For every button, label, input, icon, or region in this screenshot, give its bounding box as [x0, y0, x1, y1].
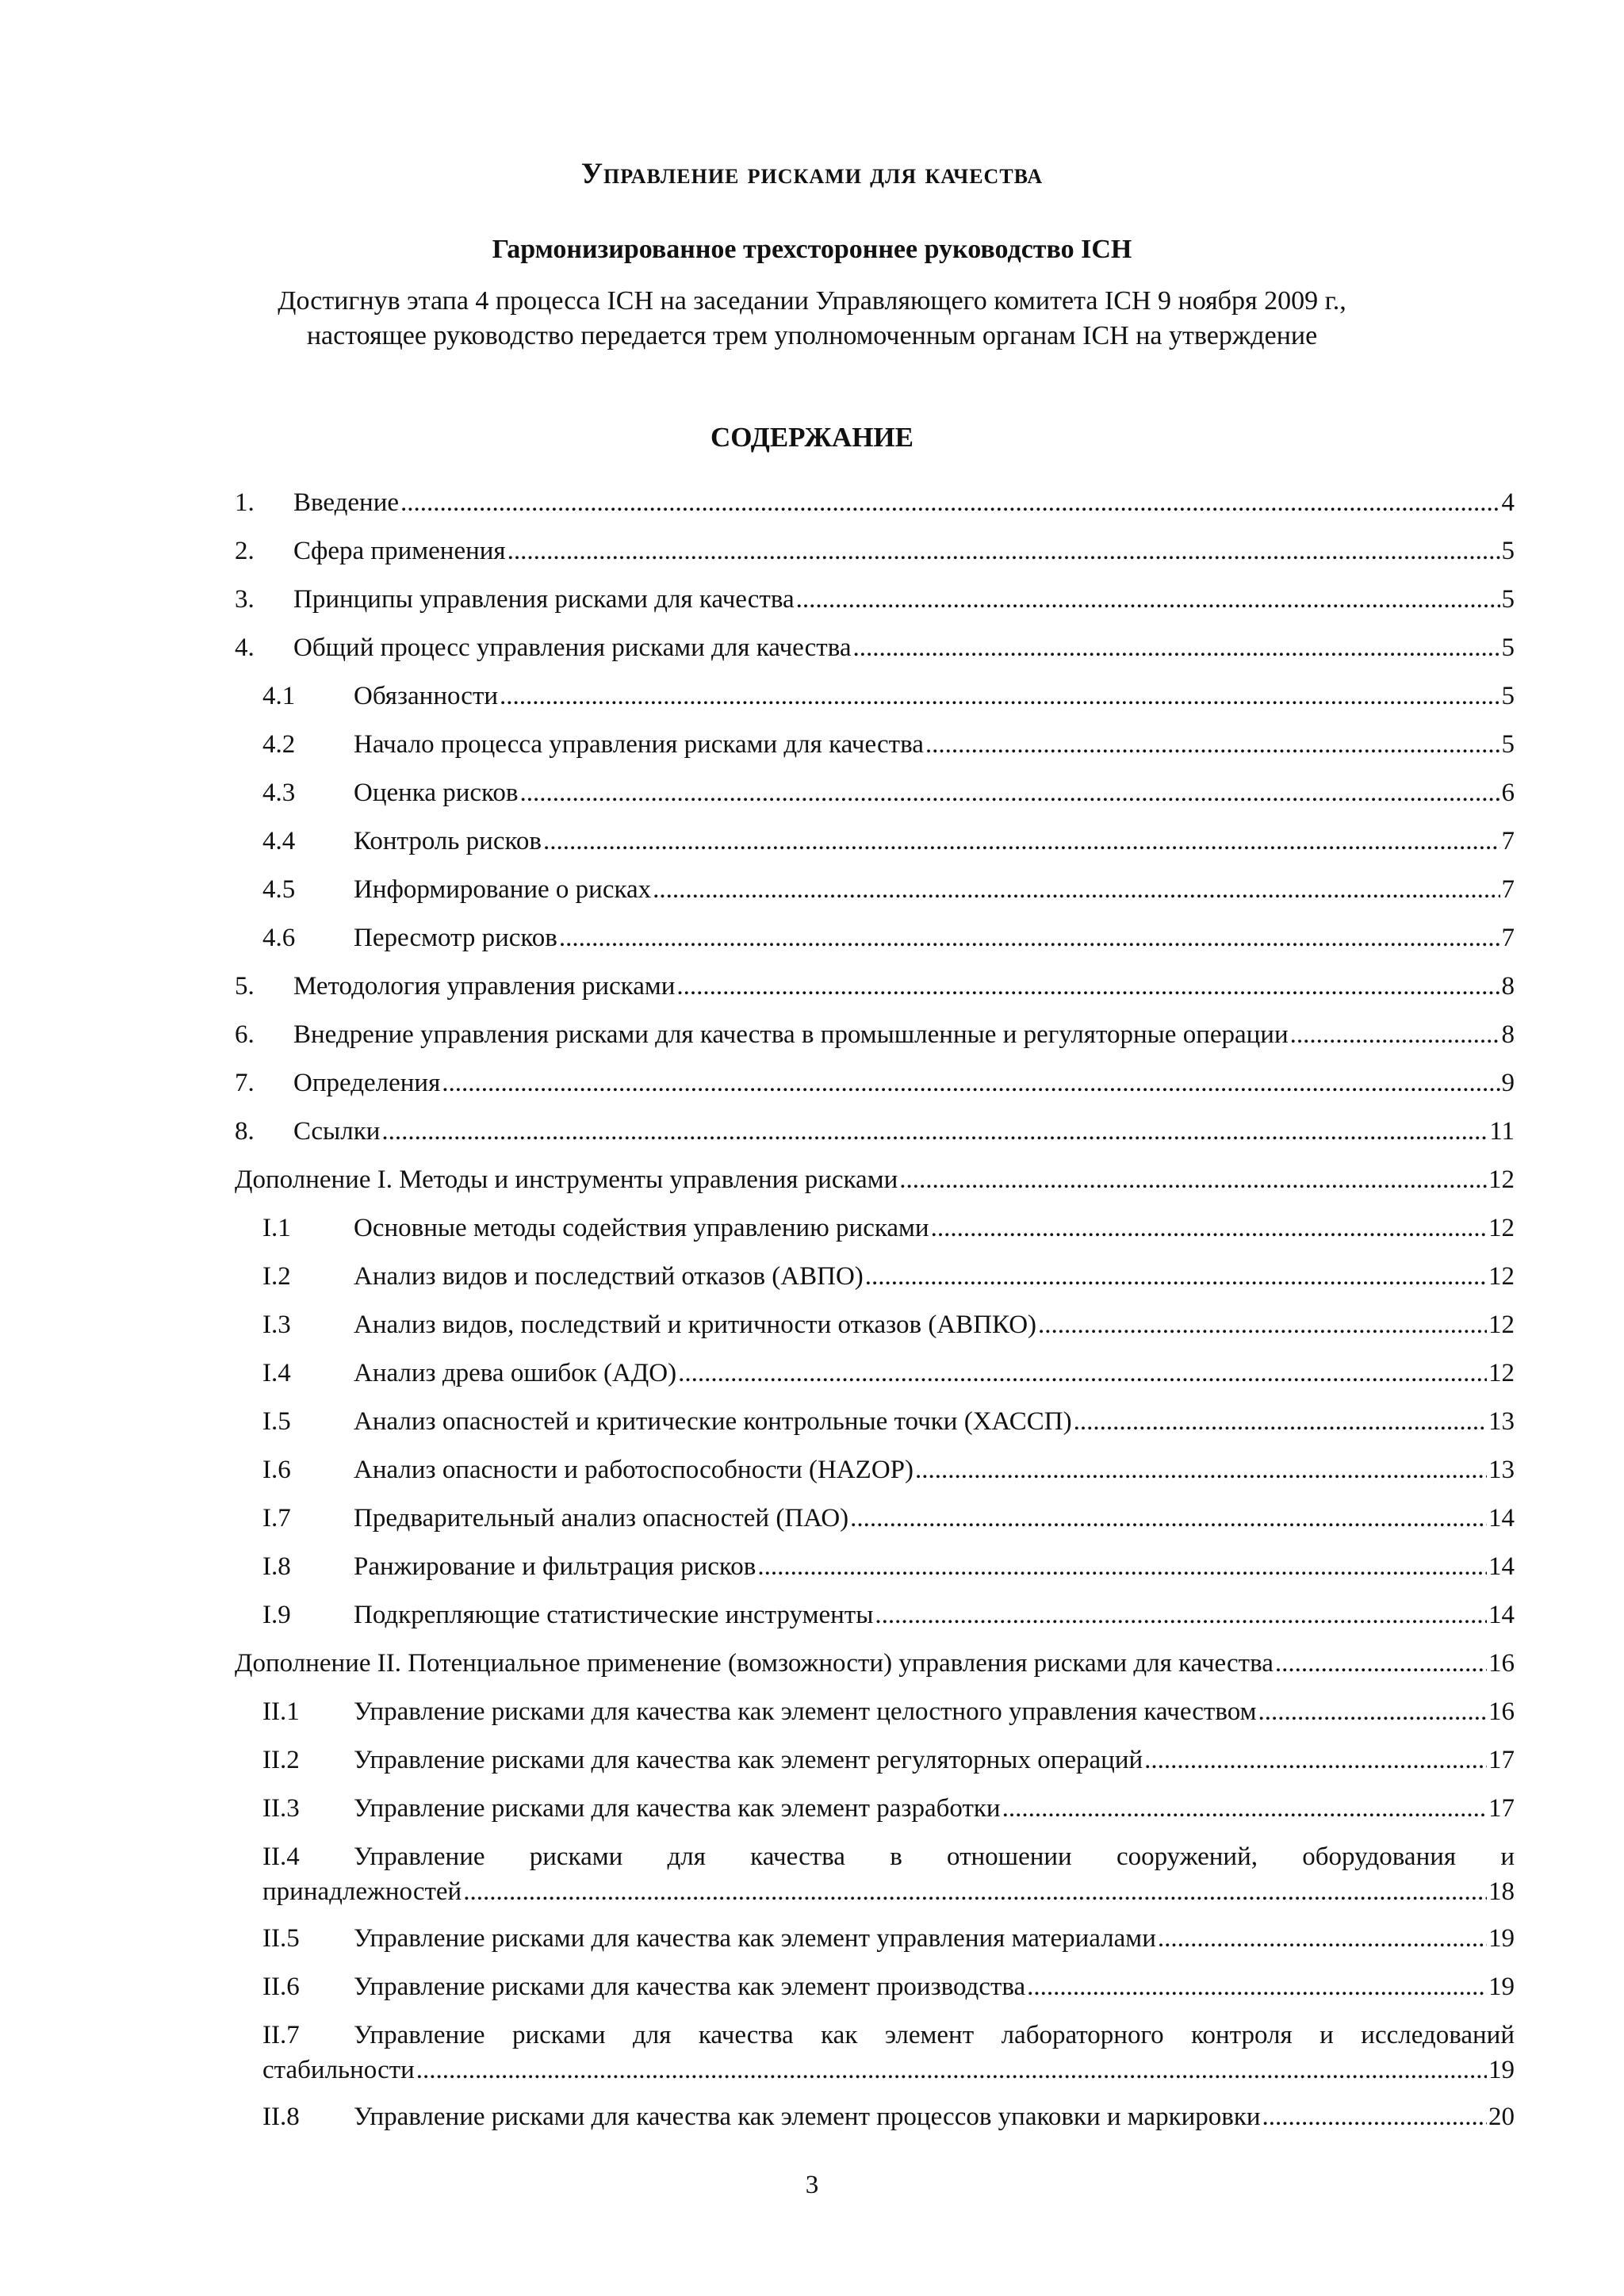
toc-entry-title: Оценка рисков	[354, 779, 519, 807]
toc-entry-number: I.9	[262, 1601, 291, 1629]
toc-entry-number: 4.5	[262, 875, 296, 904]
toc-entry-title: Введение	[293, 488, 400, 517]
toc-entry-number: 2.	[235, 537, 255, 565]
toc-entry[interactable]	[262, 824, 1515, 859]
toc-entry-title: Дополнение II. Потенциальное применение (вомзожности) управления рисками для качества	[235, 1649, 1274, 1678]
toc-entry-number: 4.4	[262, 827, 296, 855]
toc-entry[interactable]	[262, 920, 1515, 955]
toc-entry[interactable]	[235, 1017, 1515, 1052]
toc-entry[interactable]	[262, 1921, 1515, 1956]
toc-entry-page: 13	[1488, 1407, 1515, 1436]
toc-entry-title: Управление рисками для качества как элемент процессов упаковки и маркировки	[354, 2103, 1261, 2131]
toc-entry-title: Управление рисками для качества как элемент производства	[354, 1973, 1026, 2001]
toc-entry[interactable]	[262, 1743, 1515, 1777]
toc-entry[interactable]	[262, 1501, 1515, 1536]
toc-entry-number: 4.6	[262, 924, 296, 952]
toc-leader-dots	[865, 1259, 1487, 1294]
toc-entry[interactable]	[262, 1259, 1515, 1294]
toc-entry-number: I.8	[262, 1552, 291, 1581]
toc-entry[interactable]	[262, 1839, 1515, 1909]
toc-entry-page: 5	[1501, 633, 1515, 662]
toc-leader-dots	[850, 1501, 1487, 1536]
toc-entry-page: 14	[1488, 1504, 1515, 1533]
toc-entry-page: 8	[1501, 972, 1515, 1001]
toc-entry-number: I.2	[262, 1262, 291, 1291]
toc-entry-number: 4.2	[262, 730, 296, 759]
toc-entry[interactable]	[235, 1646, 1515, 1681]
toc-leader-dots	[1258, 1694, 1487, 1729]
toc-entry-page: 17	[1488, 1746, 1515, 1774]
toc-leader-dots	[1275, 1646, 1487, 1681]
toc-entry-title: Принципы управления рисками для качества	[293, 585, 795, 614]
toc-entry-number: II.5	[262, 1924, 300, 1953]
toc-entry-page: 12	[1488, 1214, 1515, 1242]
toc-leader-dots	[500, 679, 1500, 714]
toc-entry-title: Управление рисками для качества как элемент целостного управления качеством	[354, 1697, 1257, 1726]
toc-entry-number: II.6	[262, 1973, 300, 2001]
toc-leader-dots	[416, 2053, 1487, 2087]
toc-leader-dots	[1290, 1017, 1500, 1052]
toc-entry-title: Дополнение I. Методы и инструменты управления рисками	[235, 1165, 898, 1194]
toc-entry-title: Контроль рисков	[354, 827, 542, 855]
toc-entry-title: Анализ опасностей и критические контрольные точки (ХАССП)	[354, 1407, 1072, 1436]
toc-leader-dots	[915, 1452, 1487, 1487]
toc-entry-page: 17	[1488, 1794, 1515, 1823]
toc-entry-number: 6.	[235, 1020, 255, 1049]
toc-entry-page: 9	[1501, 1069, 1515, 1097]
toc-entry-title: Анализ видов и последствий отказов (АВПО)	[354, 1262, 864, 1291]
toc-entry-title: Ранжирование и фильтрация рисков	[354, 1552, 756, 1581]
page-number: 3	[805, 2171, 819, 2199]
toc-leader-dots	[400, 485, 1500, 520]
toc-entry[interactable]	[262, 1404, 1515, 1439]
toc-entry-title: Пересмотр рисков	[354, 924, 557, 952]
toc-entry-page: 5	[1501, 682, 1515, 710]
toc-entry-page: 12	[1488, 1262, 1515, 1291]
toc-entry-number: II.1	[262, 1697, 300, 1726]
toc-entry-title: Общий процесс управления рисками для качества	[293, 633, 852, 662]
toc-entry-title: Анализ видов, последствий и критичности отказов (АВПКО)	[354, 1311, 1037, 1339]
toc-entry[interactable]	[235, 1114, 1515, 1149]
toc-entry[interactable]	[262, 727, 1515, 762]
toc-entry-number: I.4	[262, 1359, 291, 1387]
toc-entry-title: Управление рисками для качества в отношении сооружений, оборудования и	[354, 1843, 1515, 1871]
toc-leader-dots	[931, 1211, 1487, 1246]
toc-entry-number: 4.1	[262, 682, 296, 710]
toc-entry[interactable]	[235, 1066, 1515, 1100]
toc-leader-dots	[853, 630, 1500, 665]
toc-heading: СОДЕРЖАНИЕ	[710, 422, 914, 453]
toc-leader-dots	[1074, 1404, 1487, 1439]
toc-entry-page: 19	[1488, 2056, 1515, 2084]
toc-entry-page: 8	[1501, 1020, 1515, 1049]
toc-entry[interactable]	[262, 1791, 1515, 1826]
toc-entry-title: Внедрение управления рисками для качества в промышленные и регуляторные операции	[293, 1020, 1289, 1049]
toc-entry-page: 18	[1488, 1877, 1515, 1906]
toc-entry[interactable]	[262, 1307, 1515, 1342]
toc-entry[interactable]	[262, 775, 1515, 810]
toc-entry[interactable]	[262, 1211, 1515, 1246]
toc-leader-dots	[875, 1598, 1487, 1632]
toc-entry-number: I.5	[262, 1407, 291, 1436]
toc-entry-title: Обязанности	[354, 682, 499, 710]
toc-entry-page: 19	[1488, 1924, 1515, 1953]
toc-leader-dots	[1262, 2099, 1487, 2134]
toc-leader-dots	[1158, 1921, 1487, 1956]
toc-entry[interactable]	[262, 2099, 1515, 2134]
toc-entry-title: Сфера применения	[293, 537, 506, 565]
document-title: Управление рисками для качества	[580, 158, 1044, 190]
toc-entry-number: I.7	[262, 1504, 291, 1533]
toc-entry-page: 19	[1488, 1973, 1515, 2001]
toc-entry-number: 8.	[235, 1117, 255, 1146]
toc-entry-page: 16	[1488, 1697, 1515, 1726]
toc-leader-dots	[676, 969, 1500, 1004]
toc-entry-number: II.8	[262, 2103, 300, 2131]
toc-entry[interactable]	[235, 969, 1515, 1004]
toc-leader-dots	[442, 1066, 1500, 1100]
toc-entry-title: Информирование о рисках	[354, 875, 652, 904]
toc-entry-title: Анализ древа ошибок (АДО)	[354, 1359, 677, 1387]
toc-entry[interactable]	[235, 630, 1515, 665]
toc-entry-page: 13	[1488, 1456, 1515, 1484]
toc-entry-page: 12	[1488, 1359, 1515, 1387]
toc-entry-page: 14	[1488, 1601, 1515, 1629]
toc-leader-dots	[1002, 1791, 1487, 1826]
toc-entry-number: I.3	[262, 1311, 291, 1339]
toc-leader-dots	[543, 824, 1500, 859]
toc-entry-title: Анализ опасности и работоспособности (HAZOP)	[354, 1456, 914, 1484]
toc-entry-number: II.7	[262, 2021, 300, 2049]
toc-entry-page: 6	[1501, 779, 1515, 807]
toc-entry[interactable]	[262, 1694, 1515, 1729]
toc-entry-number: II.4	[262, 1843, 300, 1871]
toc-entry-number: 5.	[235, 972, 255, 1001]
toc-entry-number: 4.	[235, 633, 255, 662]
toc-leader-dots	[653, 872, 1500, 907]
toc-entry-title: Ссылки	[293, 1117, 381, 1146]
toc-leader-dots	[559, 920, 1500, 955]
toc-entry-number: 4.3	[262, 779, 296, 807]
toc-entry-page: 7	[1501, 924, 1515, 952]
toc-entry-number: II.2	[262, 1746, 300, 1774]
toc-entry-title: Управление рисками для качества как элемент управления материалами	[354, 1924, 1156, 1953]
toc-entry-page: 20	[1488, 2103, 1515, 2131]
toc-leader-dots	[519, 775, 1500, 810]
toc-entry-page: 4	[1501, 488, 1515, 517]
toc-entry-page: 14	[1488, 1552, 1515, 1581]
toc-entry[interactable]	[235, 534, 1515, 568]
toc-entry[interactable]	[262, 1356, 1515, 1391]
toc-leader-dots	[796, 582, 1500, 617]
toc-entry-page: 7	[1501, 827, 1515, 855]
toc-entry-page: 7	[1501, 875, 1515, 904]
toc-entry[interactable]	[262, 1969, 1515, 2004]
toc-entry-number: 3.	[235, 585, 255, 614]
toc-entry-page: 11	[1489, 1117, 1515, 1146]
toc-leader-dots	[757, 1549, 1487, 1584]
toc-leader-dots	[899, 1162, 1487, 1197]
toc-entry-number: II.3	[262, 1794, 300, 1823]
toc-entry-title: Управление рисками для качества как элемент лабораторного контроля и исследований	[354, 2021, 1515, 2049]
toc-entry-number: 1.	[235, 488, 255, 517]
toc-entry[interactable]	[235, 582, 1515, 617]
toc-entry-title: Начало процесса управления рисками для качества	[354, 730, 924, 759]
toc-entry-title: Определения	[293, 1069, 441, 1097]
toc-entry[interactable]	[262, 679, 1515, 714]
toc-leader-dots	[1038, 1307, 1487, 1342]
toc-leader-dots	[1144, 1743, 1487, 1777]
toc-leader-dots	[925, 727, 1500, 762]
toc-entry-title: Подкрепляющие статистические инструменты	[354, 1601, 874, 1629]
toc-entry-title-continued: принадлежностей	[262, 1877, 462, 1906]
toc-entry-title: Предварительный анализ опасностей (ПАО)	[354, 1504, 849, 1533]
toc-leader-dots	[678, 1356, 1487, 1391]
toc-entry[interactable]	[235, 485, 1515, 520]
toc-entry-page: 5	[1501, 585, 1515, 614]
toc-leader-dots	[1027, 1969, 1487, 2004]
toc-entry[interactable]	[262, 872, 1515, 907]
toc-entry-number: I.6	[262, 1456, 291, 1484]
approval-note-line-2: настоящее руководство передается трем уполномоченным органам ICH на утверждение	[306, 321, 1318, 350]
toc-entry-number: 7.	[235, 1069, 255, 1097]
toc-entry-page: 5	[1501, 537, 1515, 565]
toc-entry-page: 12	[1488, 1311, 1515, 1339]
toc-entry-page: 16	[1488, 1649, 1515, 1678]
toc-leader-dots	[463, 1874, 1487, 1909]
toc-entry-title-continued: стабильности	[262, 2056, 415, 2084]
toc-entry-number: I.1	[262, 1214, 291, 1242]
toc-entry-title: Управление рисками для качества как элемент регуляторных операций	[354, 1746, 1143, 1774]
toc-entry-title: Управление рисками для качества как элемент разработки	[354, 1794, 1001, 1823]
toc-entry-page: 5	[1501, 730, 1515, 759]
document-subtitle: Гармонизированное трехстороннее руководство ICH	[492, 235, 1132, 264]
toc-entry[interactable]	[262, 1598, 1515, 1632]
toc-entry[interactable]	[235, 1162, 1515, 1197]
toc-leader-dots	[508, 534, 1500, 568]
toc-entry[interactable]	[262, 2018, 1515, 2087]
toc-entry[interactable]	[262, 1452, 1515, 1487]
toc-entry-page: 12	[1488, 1165, 1515, 1194]
toc-entry-title: Методология управления рисками	[293, 972, 676, 1001]
toc-entry[interactable]	[262, 1549, 1515, 1584]
toc-entry-title: Основные методы содействия управлению рисками	[354, 1214, 929, 1242]
approval-note-line-1: Достигнув этапа 4 процесса ICH на заседании Управляющего комитета ICH 9 ноября 2009 г.,	[278, 286, 1346, 316]
toc-leader-dots	[381, 1114, 1488, 1149]
